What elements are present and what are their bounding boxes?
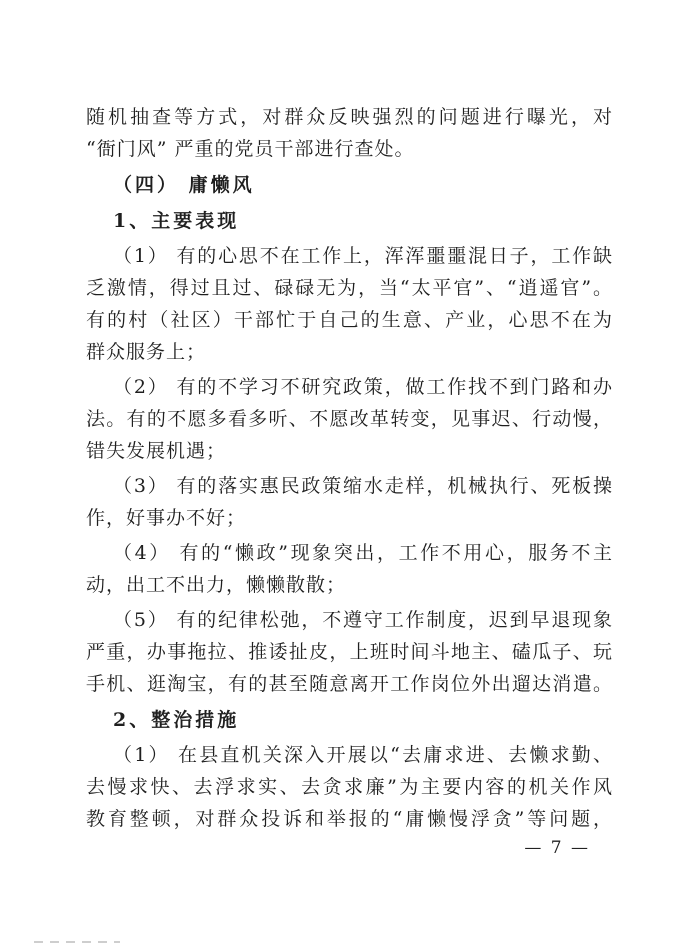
paragraph-line: （5） 有的纪律松弛，不遵守工作制度，迟到早退现象 — [113, 609, 612, 631]
page-number: — 7 — — [524, 838, 590, 858]
paragraph-line: 教育整顿，对群众投诉和举报的“庸懒慢浮贪”等问题， — [86, 808, 612, 830]
paragraph-line: 去慢求快、去浮求实、去贪求廉”为主要内容的机关作风 — [86, 776, 612, 798]
paragraph-line: （1） 有的心思不在工作上，浑浑噩噩混日子，工作缺 — [113, 245, 612, 267]
paragraph-line: 群众服务上； — [86, 341, 207, 363]
paragraph-line: 手机、逛淘宝，有的甚至随意离开工作岗位外出遛达消遣。 — [86, 673, 612, 695]
subsection-heading: 1、主要表现 — [113, 210, 240, 232]
paragraph-line: 错失发展机遇； — [86, 440, 227, 462]
paragraph-line: 作，好事办不好； — [86, 507, 247, 529]
section-heading: （四） 庸懒风 — [113, 174, 255, 196]
paragraph-line: 随机抽查等方式，对群众反映强烈的问题进行曝光，对 — [86, 106, 612, 128]
paragraph-line: 乏激情，得过且过、碌碌无为，当“太平官”、“逍遥官”。 — [86, 277, 612, 299]
paragraph-line: 有的村（社区）干部忙于自己的生意、产业，心思不在为 — [86, 309, 612, 331]
paragraph-line: 法。有的不愿多看多听、不愿改革转变，见事迟、行动慢， — [86, 408, 612, 430]
paragraph-line: 动，出工不出力，懒懒散散； — [86, 574, 347, 596]
paragraph-line: “衙门风” 严重的党员干部进行查处。 — [86, 138, 415, 160]
document-text-block — [86, 101, 612, 835]
paragraph-line: （2） 有的不学习不研究政策，做工作找不到门路和办 — [113, 376, 612, 398]
scan-artifact-dashes — [34, 941, 120, 943]
paragraph-line: （1） 在县直机关深入开展以“去庸求进、去懒求勤、 — [113, 744, 612, 766]
paragraph-line: （3） 有的落实惠民政策缩水走样，机械执行、死板操 — [113, 475, 612, 497]
paragraph-line: 严重，办事拖拉、推诿扯皮，上班时间斗地主、磕瓜子、玩 — [86, 641, 612, 663]
subsection-heading: 2、整治措施 — [113, 709, 240, 731]
paragraph-line: （4） 有的“懒政”现象突出，工作不用心，服务不主 — [113, 542, 612, 564]
